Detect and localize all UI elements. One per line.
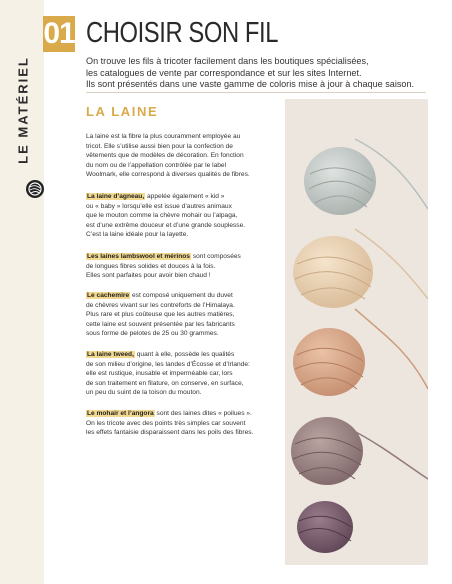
text-line: appelée également « kid » (147, 193, 225, 200)
yarn-ball-peach (293, 328, 365, 396)
intro-paragraph (86, 56, 426, 91)
paragraph-intro (86, 132, 280, 180)
text-line: est composé uniquement du duvet (132, 292, 233, 299)
paragraph-cachemire (86, 291, 280, 339)
text-line: les effets fantaisie disparaissent dans les poils des fibres. (86, 429, 254, 437)
ball-of-yarn-icon (26, 180, 44, 198)
intro-line: On trouve les fils à tricoter facilement dans les boutiques spécialisées, (86, 56, 369, 66)
section-vertical-text: LE MATÉRIEL (15, 56, 31, 164)
intro-line: Ils sont présentés dans une vaste gamme de coloris mise à jour à chaque saison. (86, 79, 415, 90)
text-line: elle est rustique, inusable et imperméable car, lors (86, 370, 233, 378)
paragraph-mohair (86, 409, 280, 438)
intro-line: les catalogues de vente par correspondance et sur les sites Internet. (86, 67, 362, 78)
text-line: de son milieu d’origine, les landes d’Écosse et d’Irlande: (86, 360, 250, 368)
text-line: de chèvres vivant sur les contreforts de l’Himalaya. (86, 301, 235, 309)
text-line: Elles sont parfaites pour avoir bien chaud ! (86, 272, 211, 280)
section-title: LA LAINE (86, 104, 159, 119)
text-line: Plus rare et plus coûteuse que les autres matières, (86, 311, 235, 319)
text-line: sous forme de pelotes de 25 ou 30 grammes. (86, 330, 219, 338)
paragraph-agneau (86, 192, 280, 240)
page-title: CHOISIR SON FIL (86, 17, 279, 49)
text-line: sont des laines dites « poilues ». (156, 410, 252, 417)
text-line: ou « baby » lorsqu’elle est issue d’autres animaux (86, 202, 232, 210)
text-line: quant à elle, possède les qualités (136, 351, 235, 358)
text-line: tricot. Elle s’utilise aussi bien pour la confection de (86, 142, 233, 150)
text-line: est d’une extrême douceur et d’une grande souplesse. (86, 221, 246, 229)
yarn-ball-mauve (291, 417, 363, 485)
text-line: La laine est la fibre la plus couramment employée au (86, 133, 241, 140)
highlight-term: Le mohair et l’angora (87, 410, 154, 417)
text-line: de son traitement en filature, on conserve, en surface, (86, 379, 244, 387)
text-line: que le mouton comme la chèvre mohair ou l’alpaga, (86, 212, 238, 220)
chapter-number: 01 (43, 17, 75, 50)
highlight-term: Le cachemire (87, 292, 130, 299)
text-line: On les tricote avec des points très simples car souvent (86, 419, 246, 427)
paragraph-lambswool (86, 252, 280, 281)
paragraph-tweed (86, 350, 280, 398)
text-line: un peu du suint de la toison du mouton. (86, 389, 202, 397)
highlight-term: La laine tweed, (87, 351, 134, 358)
yarn-ball-plum (297, 501, 353, 553)
yarn-balls-photo (285, 99, 428, 565)
highlight-term: Les laines lambswool et mérinos (87, 253, 190, 260)
text-line: vêtements que de modèles de décoration. En fonction (86, 152, 244, 160)
text-line: cette laine est souvent présentée par les fabricants (86, 320, 235, 328)
text-line: C’est la laine idéale pour la layette. (86, 231, 189, 239)
text-line: du nom ou de l’appellation contrôlée par le label (86, 161, 227, 169)
text-line: de longues fibres solides et douces à la fois. (86, 262, 216, 270)
section-vertical-label (8, 40, 38, 180)
divider (86, 92, 426, 93)
text-line: Woolmark, elle correspond à diverses qualités de fibres. (86, 171, 250, 179)
text-line: sont composées (192, 253, 241, 260)
highlight-term: La laine d’agneau, (87, 193, 145, 200)
yarn-strand (355, 309, 428, 389)
